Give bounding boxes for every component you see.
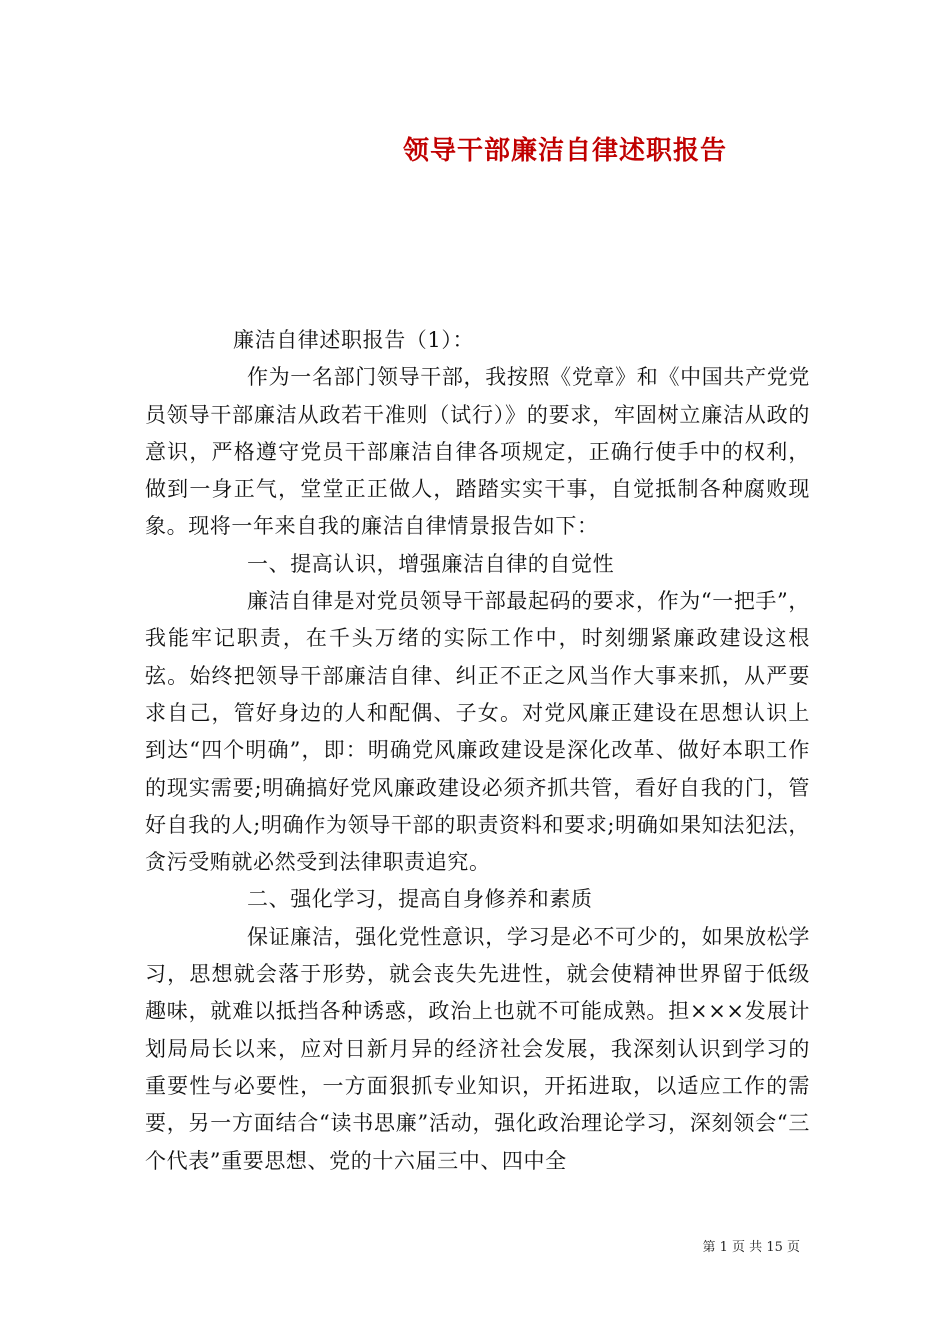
paragraph-section-2: 保证廉洁，强化党性意识，学习是必不可少的，如果放松学习，思想就会落于形势，就会丧失先进性，就会使精神世界留于低级趣味，就难以抵挡各种诱惑，政治上也就不可能成熟。担×××发展计划局局长以来，应对日新月异的经济社会发展，我深刻认识到学习的重要性与必要性，一方面狠抓专业知识，开拓进取，以适应工作的需要，另一方面结合“读书思廉”活动，强化政治理论学习，深刻领会“三个代表”重要思想、党的十六届三中、四中全: [145, 924, 810, 1173]
document-body: [145, 322, 810, 1180]
paragraph-intro: 作为一名部门领导干部，我按照《党章》和《中国共产党党员领导干部廉洁从政若干准则（试行）》的要求，牢固树立廉洁从政的意识，严格遵守党员干部廉洁自律各项规定，正确行使手中的权利，做到一身正气，堂堂正正做人，踏踏实实干事，自觉抵制各种腐败现象。现将一年来自我的廉洁自律情景报告如下：: [145, 365, 810, 539]
section-heading-1: 一、提高认识，增强廉洁自律的自觉性: [247, 551, 615, 576]
section-heading-2: 二、强化学习，提高自身修养和素质: [247, 887, 593, 912]
document-title: 领导干部廉洁自律述职报告: [402, 136, 727, 166]
page-number-footer: 第 1 页 共 15 页: [702, 1240, 800, 1255]
paragraph-section-1: 廉洁自律是对党员领导干部最起码的要求，作为“一把手”，我能牢记职责，在千头万绪的实际工作中，时刻绷紧廉政建设这根弦。始终把领导干部廉洁自律、纠正不正之风当作大事来抓，从严要求自己，管好身边的人和配偶、子女。对党风廉正建设在思想认识上到达“四个明确”，即：明确党风廉政建设是深化改革、做好本职工作的现实需要;明确搞好党风廉政建设必须齐抓共管，看好自我的门，管好自我的人;明确作为领导干部的职责资料和要求;明确如果知法犯法，贪污受贿就必然受到法律职责追究。: [145, 589, 810, 875]
paragraph-report-heading: 廉洁自律述职报告（1）：: [233, 328, 475, 352]
